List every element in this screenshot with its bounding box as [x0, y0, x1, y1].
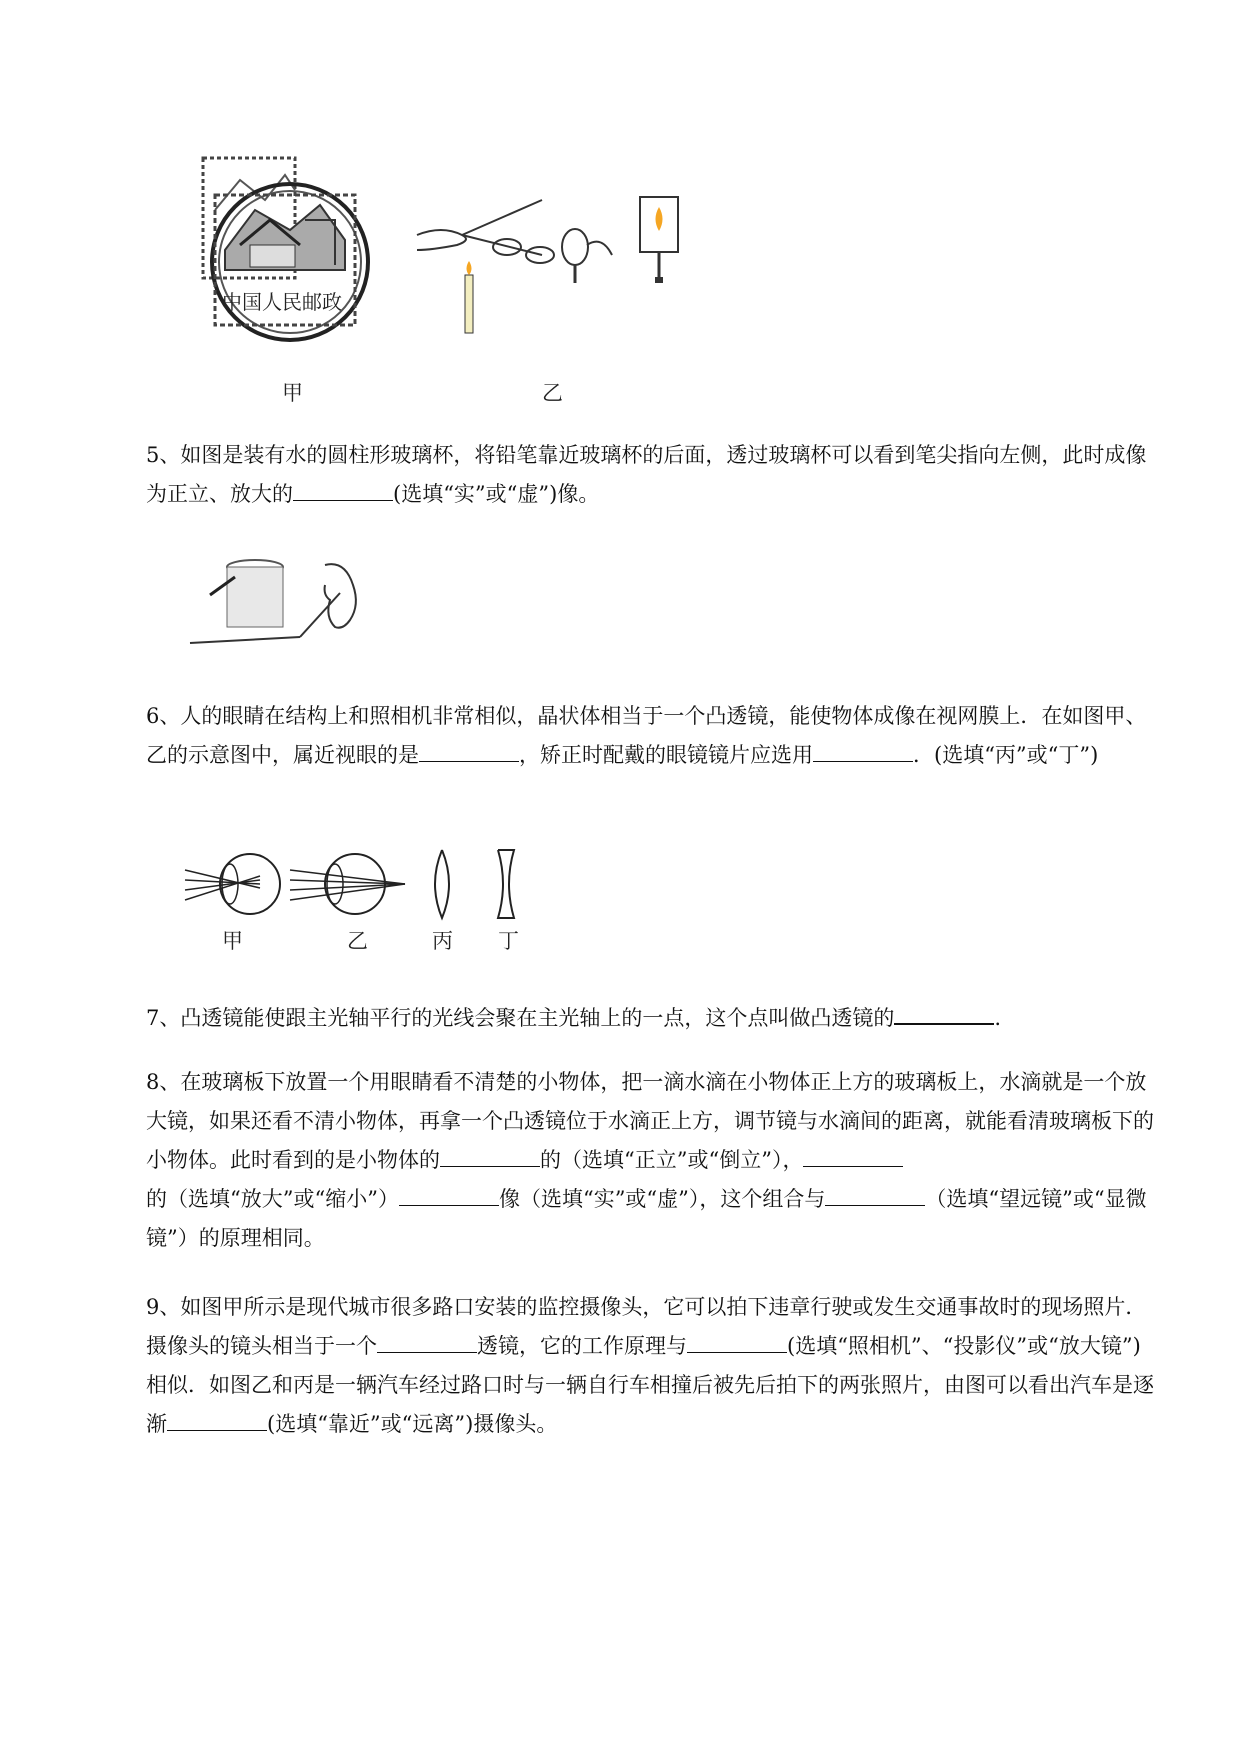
q8-text-3: 的（选填“放大”或“缩小”）: [146, 1187, 399, 1211]
q9-text-2: 透镜，它的工作原理与: [477, 1334, 687, 1358]
q8-answer-blank-1[interactable]: [440, 1142, 540, 1167]
q9-answer-blank-3[interactable]: [167, 1406, 267, 1431]
q8-text-4: 像（选填“实”或“虚”），这个组合与: [498, 1187, 826, 1211]
q8-answer-blank-2[interactable]: [803, 1142, 903, 1167]
q7-answer-blank[interactable]: [894, 999, 994, 1025]
q9-text-4: (选填“靠近”或“远离”)摄像头。: [267, 1412, 558, 1436]
stamp-text: 中国人民邮政: [222, 290, 342, 314]
q8-text-1: 8、在玻璃板下放置一个用眼睛看不清楚的小物体，把一滴水滴在小物体正上方的玻璃板上，水滴就是一个放大镜，如果还看不清小物体，再拿一个凸透镜位于水滴正上方，调节镜与水滴间的距离，就能看清玻璃板下的小物体。此时看到的是小物体的: [146, 1070, 1154, 1172]
eye-label-jia: 甲: [222, 929, 243, 953]
eye-diagram-figure: [180, 840, 530, 930]
candle-glasses-screen-figure: [412, 195, 712, 345]
question-9: [146, 1288, 1156, 1444]
q9-answer-blank-1[interactable]: [377, 1328, 477, 1353]
lens-label-ding: 丁: [498, 929, 519, 953]
q6-answer-blank-2[interactable]: [813, 737, 913, 762]
q8-answer-blank-4[interactable]: [825, 1181, 925, 1206]
q9-answer-blank-2[interactable]: [687, 1328, 787, 1353]
q8-text-2: 的（选填“正立”或“倒立”），: [540, 1148, 804, 1172]
q9-text-3: (选填“照相机”、“投影仪”或“放大镜”)相似．如图乙和丙是一辆汽车经过路口时与一辆自行车相撞后被先后拍下的两张照片，由图可以看出汽车是逐渐: [146, 1334, 1154, 1436]
q6-text-1: 6、人的眼睛在结构上和照相机非常相似，晶状体相当于一个凸透镜，能使物体成像在视网膜上．在如图甲、乙的示意图中，属近视眼的是: [146, 704, 1147, 767]
q8-text-5: （选填“望远镜”或“显微镜”）的原理相同。: [146, 1187, 1147, 1250]
q9-text-1: 9、如图甲所示是现代城市很多路口安装的监控摄像头，它可以拍下违章行驶或发生交通事故时的现场照片．摄像头的镜头相当于一个: [146, 1295, 1147, 1358]
q6-text-3: ．(选填“丙”或“丁”): [913, 743, 1099, 767]
question-8: [146, 1063, 1156, 1258]
question-5: [146, 436, 1156, 514]
figure-label-yi: 乙: [542, 381, 563, 405]
figure-label-jia: 甲: [282, 381, 303, 405]
q5-text-2: (选填“实”或“虚”)像。: [393, 482, 600, 506]
q7-text-1: 7、凸透镜能使跟主光轴平行的光线会聚在主光轴上的一点，这个点叫做凸透镜的: [146, 1006, 895, 1030]
lens-label-bing: 丙: [432, 929, 453, 953]
magnifier-stamp-figure: [195, 150, 385, 365]
q5-text-1: 5、如图是装有水的圆柱形玻璃杯，将铅笔靠近玻璃杯的后面，透过玻璃杯可以看到笔尖指向左侧，此时成像为正立、放大的: [146, 443, 1147, 506]
q6-text-2: ，矫正时配戴的眼镜镜片应选用: [519, 743, 813, 767]
eye-label-yi: 乙: [347, 929, 368, 953]
question-7: [146, 999, 1156, 1038]
q6-answer-blank-1[interactable]: [419, 737, 519, 762]
q8-answer-blank-3[interactable]: [399, 1181, 499, 1206]
glass-cup-pencil-figure: [185, 555, 385, 645]
q7-text-2: .: [994, 1006, 1002, 1030]
q5-answer-blank[interactable]: [293, 476, 393, 501]
question-6: [146, 697, 1156, 775]
